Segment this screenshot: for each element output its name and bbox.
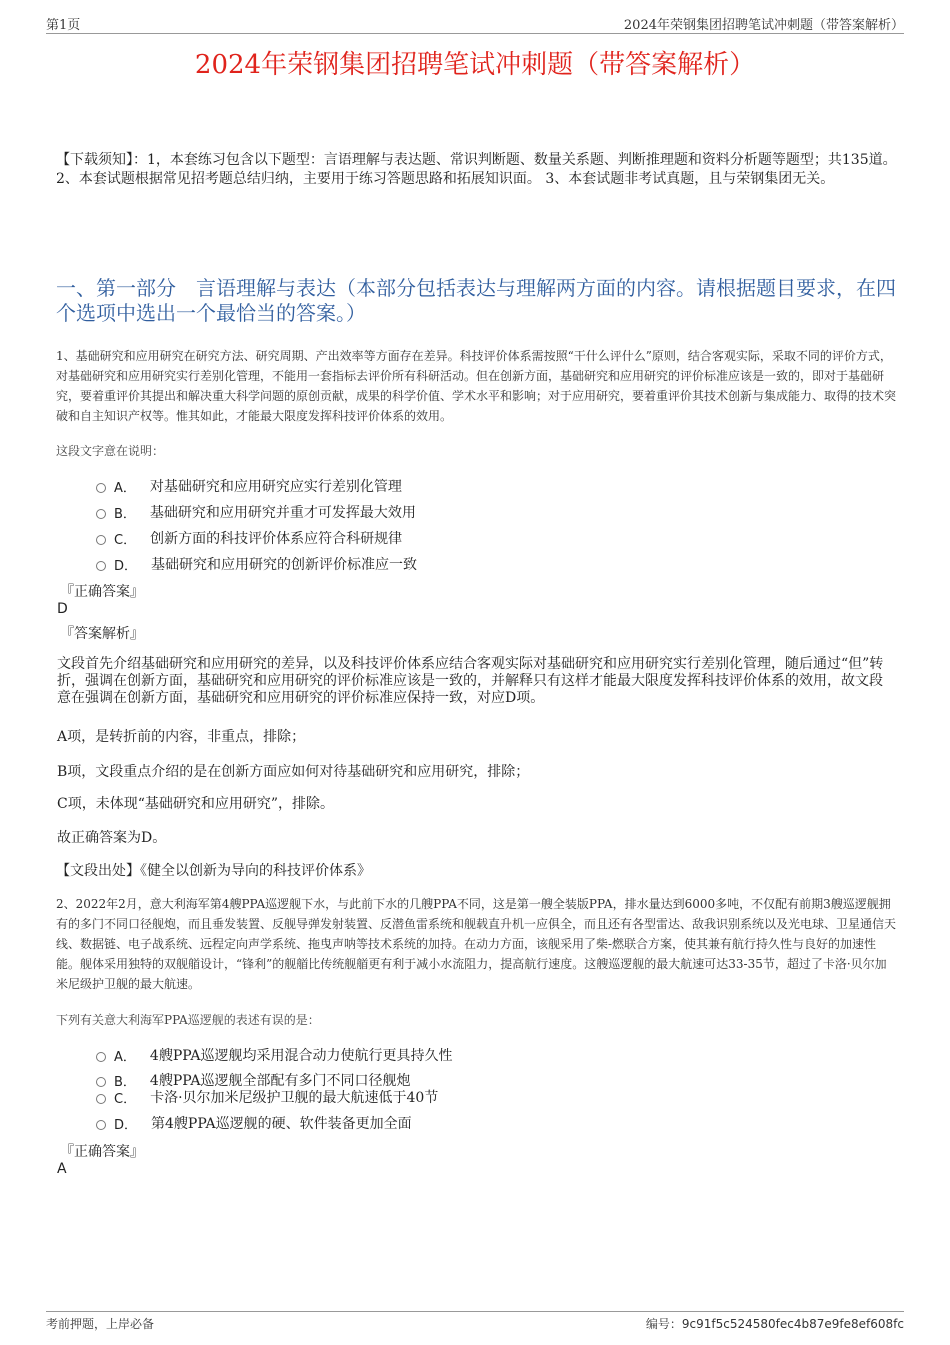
question-1-answer-label: 『正确答案』: [60, 584, 144, 600]
document-title: 2024年荣钢集团招聘笔试冲刺题（带答案解析）: [194, 50, 756, 80]
question-1-prompt: 这段文字意在说明：: [56, 444, 165, 458]
option-letter: C．: [114, 1091, 137, 1107]
question-1-explanation: 文段首先介绍基础研究和应用研究的差异，以及科技评价体系应结合客观实际对基础研究和应用研究实行差别化管理，随后通过“但”转折，强调在创新方面，基础研究和应用研究的评价标准应该是一致的，并解释只有这样才能最大限度发挥科技评价体系的效用，故文段意在强调在创新方面，基础研究和应用研究的评价标准应保持一致，对应D项。: [57, 656, 884, 706]
document-id-label: 编号：: [645, 1317, 682, 1331]
question-1-option-a[interactable]: [96, 476, 402, 496]
question-2-option-d[interactable]: [96, 1113, 412, 1133]
question-1-explain-label: 『答案解析』: [60, 626, 144, 642]
page-number: 第1页: [46, 18, 81, 33]
option-letter: D．: [114, 558, 138, 574]
footer-slogan: 考前押题，上岸必备: [46, 1317, 155, 1331]
option-letter: A．: [114, 480, 136, 496]
option-letter: B．: [114, 1074, 136, 1090]
radio-icon[interactable]: [96, 1094, 106, 1104]
question-2-option-a[interactable]: [96, 1045, 452, 1065]
radio-icon[interactable]: [96, 509, 106, 519]
option-text: 基础研究和应用研究的创新评价标准应一致: [151, 557, 418, 573]
option-letter: B．: [114, 506, 136, 522]
question-1-conclusion: 故正确答案为D。: [57, 830, 167, 846]
option-text: 4艘PPA巡逻舰均采用混合动力使航行更具持久性: [149, 1048, 453, 1064]
question-1-option-c[interactable]: [96, 528, 402, 548]
header-divider: [46, 33, 904, 34]
question-2-answer: A: [57, 1161, 67, 1177]
option-text: 第4艘PPA巡逻舰的硬、软件装备更加全面: [151, 1116, 412, 1132]
question-1-note-c: C项，未体现“基础研究和应用研究”，排除。: [57, 796, 335, 812]
document-id-value: 9c91f5c524580fec4b87e9fe8ef608fc: [681, 1317, 904, 1331]
question-1-note-a: A项，是转折前的内容，非重点，排除；: [57, 729, 306, 745]
question-1-answer: D: [57, 601, 68, 617]
document-id: [646, 1315, 904, 1332]
question-1-source: 【文段出处】《健全以创新为导向的科技评价体系》: [56, 863, 371, 879]
radio-icon[interactable]: [96, 535, 106, 545]
radio-icon[interactable]: [96, 561, 106, 571]
question-1-stem: 1、基础研究和应用研究在研究方法、研究周期、产出效率等方面存在差异。科技评价体系需按照“干什么评什么”原则，结合客观实际，采取不同的评价方式，对基础研究和应用研究实行差别化管理，不能用一套指标去评价所有科研活动。但在创新方面，基础研究和应用研究的评价标准应该是一致的，即对于基础研究，要着重评价其提出和解决重大科学问题的原创贡献，成果的科学价值、学术水平和影响；对于应用研究，要着重评价其技术创新与集成能力、取得的技术突破和自主知识产权等。惟其如此，才能最大限度发挥科技评价体系的效用。: [56, 349, 897, 423]
radio-icon[interactable]: [96, 1120, 106, 1130]
option-text: 4艘PPA巡逻舰全部配有多门不同口径舰炮: [149, 1073, 411, 1089]
question-1-option-b[interactable]: [96, 502, 416, 522]
radio-icon[interactable]: [96, 483, 106, 493]
option-letter: D．: [114, 1117, 138, 1133]
section-heading: 一、第一部分 言语理解与表达（本部分包括表达与理解两方面的内容。请根据题目要求，在四个选项中选出一个最恰当的答案。）: [56, 276, 896, 325]
question-2-stem: 2、2022年2月，意大利海军第4艘PPA巡逻舰下水，与此前下水的几艘PPA不同，这是第一艘全装版PPA，排水量达到6000多吨，不仅配有前期3艘巡逻舰拥有的多门不同口径舰炮，而且垂发装置、反舰导弹发射装置、反潜鱼雷系统和舰载直升机一应俱全，而且还有各型雷达、敌我识别系统以及光电球、卫星通信天线、数据链、电子战系统、远程定向声学系统、拖曳声呐等技术系统的加持。在动力方面，该舰采用了柴-燃联合方案，使其兼有航行持久性与良好的加速性能。舰体采用独特的双舰艏设计，“锋利”的舰艏比传统舰艏更有利于减小水流阻力，提高航行速度。这艘巡逻舰的最大航速可达33-35节，超过了卡洛·贝尔加米尼级护卫舰的最大航速。: [56, 897, 897, 991]
option-letter: C．: [114, 532, 137, 548]
option-text: 创新方面的科技评价体系应符合科研规律: [150, 531, 403, 547]
option-text: 对基础研究和应用研究应实行差别化管理: [149, 479, 402, 495]
question-2-prompt: 下列有关意大利海军PPA巡逻舰的表述有误的是：: [56, 1013, 320, 1027]
footer-divider: [46, 1311, 904, 1312]
radio-icon[interactable]: [96, 1052, 106, 1062]
option-letter: A．: [114, 1049, 136, 1065]
option-text: 基础研究和应用研究并重才可发挥最大效用: [149, 505, 416, 521]
option-text: 卡洛·贝尔加米尼级护卫舰的最大航速低于40节: [150, 1090, 439, 1106]
radio-icon[interactable]: [96, 1077, 106, 1087]
question-1-option-d[interactable]: [96, 554, 417, 574]
running-title: 2024年荣钢集团招聘笔试冲刺题（带答案解析）: [623, 18, 904, 33]
question-2-answer-label: 『正确答案』: [60, 1144, 144, 1160]
download-notice: 【下载须知】：1，本套练习包含以下题型：言语理解与表达题、常识判断题、数量关系题、判断推理题和资料分析题等题型；共135道。 2、本套试题根据常见招考题总结归纳，主要用于练习答题思路和拓展知识面。 3、本套试题非考试真题，且与荣钢集团无关。: [56, 152, 897, 187]
question-2-option-c[interactable]: [96, 1087, 438, 1107]
question-1-note-b: B项，文段重点介绍的是在创新方面应如何对待基础研究和应用研究，排除；: [57, 764, 530, 780]
